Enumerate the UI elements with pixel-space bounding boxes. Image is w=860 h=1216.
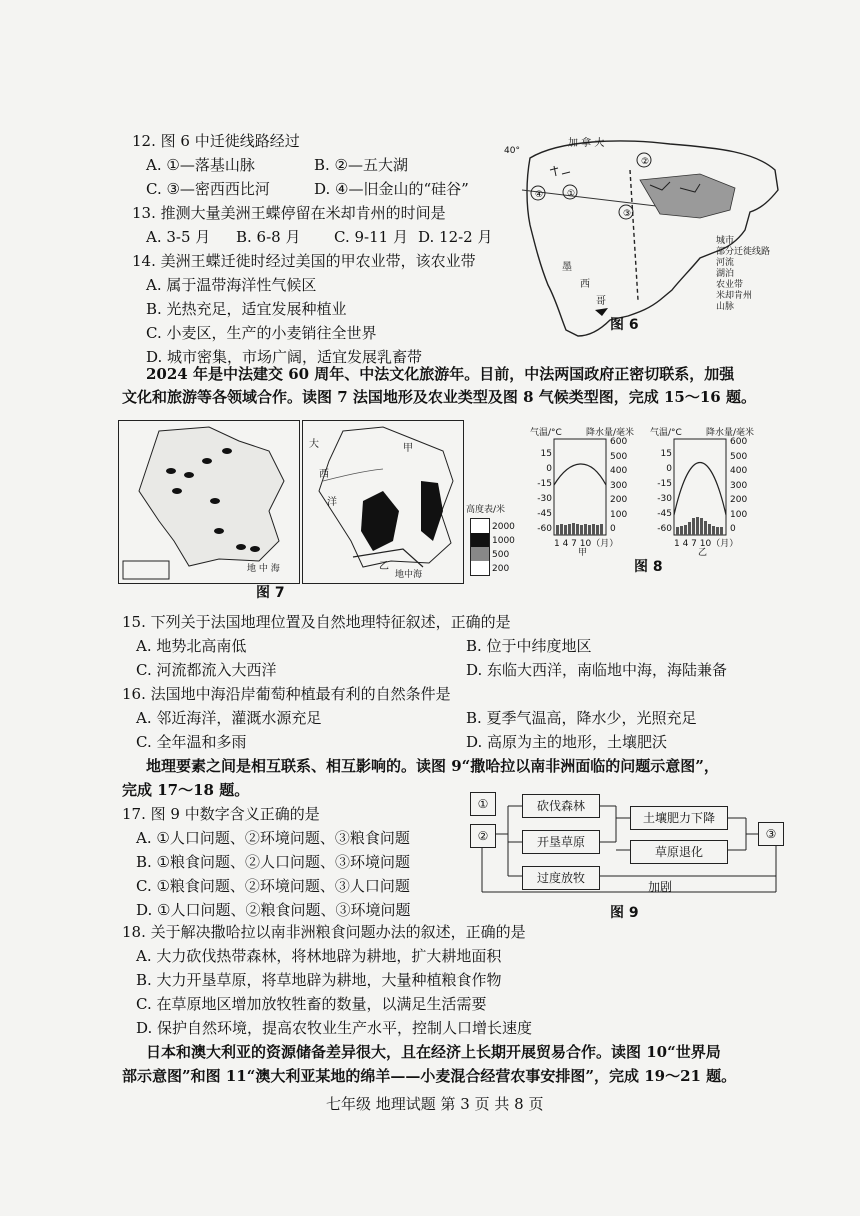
legend-lake: 湖泊	[716, 269, 735, 279]
figure-7-agri-map	[118, 420, 300, 584]
legend-migration-route: 部分迁徙线路	[716, 247, 771, 257]
intro-africa-line2: 完成 17～18 题。	[122, 781, 250, 799]
elev-2000: 2000	[492, 522, 515, 532]
fig8b-ptick-0: 0	[730, 524, 736, 534]
fig8b-ptick-600: 600	[730, 437, 748, 447]
legend-river: 河流	[716, 258, 735, 268]
intro-france-line2: 文化和旅游等各领域合作。读图 7 法国地形及农业类型及图 8 气候类型图，完成 15～16 题。	[122, 388, 756, 406]
fig8a-label: 甲	[578, 548, 588, 558]
q15-option-b[interactable]: B. 位于中纬度地区	[466, 637, 592, 655]
fig8a-ptick-200: 200	[610, 495, 628, 505]
fig7-ocean-label-1: 大	[309, 439, 319, 450]
fig9-overgraze: 过度放牧	[522, 866, 600, 890]
q16-option-b[interactable]: B. 夏季气温高，降水少，光照充足	[466, 709, 697, 727]
fig8a-tick-m45: -45	[537, 509, 552, 519]
fig8a-tick-m30: -30	[537, 494, 552, 504]
q15-option-d[interactable]: D. 东临大西洋，南临地中海，海陆兼备	[466, 661, 728, 679]
q14-option-b[interactable]: B. 光热充足，适宜发展种植业	[146, 300, 347, 318]
fig8b-tick-m15: -15	[657, 479, 672, 489]
q17-option-c[interactable]: C. ①粮食问题、②环境问题、③人口问题	[136, 877, 410, 895]
q16-option-d[interactable]: D. 高原为主的地形，土壤肥沃	[466, 733, 668, 751]
fig9-box-1: ①	[470, 792, 496, 816]
q13-option-a[interactable]: A. 3-5 月	[146, 228, 211, 246]
fig6-legend	[696, 236, 786, 313]
fig6-mexico-label-2: 西	[580, 279, 590, 290]
q17-option-d[interactable]: D. ①人口问题、②粮食问题、③环境问题	[136, 901, 411, 919]
q12-option-c[interactable]: C. ③—密西西比河	[146, 180, 270, 198]
legend-mountain: 山脉	[716, 302, 735, 312]
fig8a-ptick-300: 300	[610, 480, 628, 491]
legend-agri-belt: 农业带	[716, 280, 744, 290]
q14-stem: 14. 美洲王蝶迁徙时经过美国的甲农业带，该农业带	[132, 252, 476, 270]
fig7-jia-label: 甲	[403, 443, 413, 454]
fig6-mexico-label-1: 墨	[562, 262, 572, 273]
q16-option-a[interactable]: A. 邻近海洋，灌溉水源充足	[136, 709, 322, 727]
fig9-aggravate-label: 加剧	[648, 880, 673, 894]
q13-stem: 13. 推测大量美洲王蝶停留在米却肯州的时间是	[132, 204, 446, 222]
fig7-sea-label-small: 地 中 海	[247, 564, 280, 574]
svg-text:④: ④	[535, 190, 544, 200]
q18-option-a[interactable]: A. 大力砍伐热带森林，将林地辟为耕地，扩大耕地面积	[136, 947, 502, 965]
q12-option-d[interactable]: D. ④—旧金山的“硅谷”	[314, 180, 469, 198]
fig8a-tick-15: 15	[540, 449, 552, 459]
figure-7-terrain-map	[302, 420, 464, 584]
svg-text:③: ③	[623, 209, 632, 219]
fig6-latitude-label: 40°	[504, 146, 520, 156]
fig8a-tick-m60: -60	[537, 524, 552, 534]
fig9-soil-decline: 土壤肥力下降	[630, 806, 728, 830]
q18-option-d[interactable]: D. 保护自然环境，提高农牧业生产水平，控制人口增长速度	[136, 1019, 533, 1037]
fig6-caption: 图 6	[610, 317, 639, 333]
fig8a-ptick-400: 400	[610, 466, 628, 476]
fig8b-tick-m60: -60	[657, 524, 672, 534]
q14-option-d[interactable]: D. 城市密集，市场广阔，适宜发展乳畜带	[146, 348, 423, 366]
fig8a-temp-label: 气温/°C	[530, 428, 562, 438]
figure-7-elevation-legend	[466, 500, 526, 580]
page-footer: 七年级 地理试题 第 3 页 共 8 页	[326, 1095, 544, 1113]
fig7-sea-label: 地中海	[395, 570, 423, 580]
fig8b-ptick-200: 200	[730, 495, 748, 505]
fig8b-label: 乙	[698, 548, 708, 558]
q18-stem: 18. 关于解决撒哈拉以南非洲粮食问题办法的叙述，正确的是	[122, 923, 526, 941]
fig7-caption: 图 7	[256, 585, 285, 601]
fig8a-tick-0: 0	[546, 464, 552, 474]
fig8a-tick-m15: -15	[537, 479, 552, 489]
figure-6-map	[500, 130, 790, 345]
fig9-reclaim: 开垦草原	[522, 830, 600, 854]
q13-option-d[interactable]: D. 12-2 月	[418, 228, 493, 246]
q18-option-b[interactable]: B. 大力开垦草原，将草地辟为耕地，大量种植粮食作物	[136, 971, 502, 989]
fig9-grassland-degradation: 草原退化	[630, 840, 728, 864]
q12-option-a[interactable]: A. ①—落基山脉	[146, 156, 255, 174]
fig9-caption: 图 9	[610, 905, 639, 921]
q12-stem: 12. 图 6 中迁徙线路经过	[132, 132, 300, 150]
q15-stem: 15. 下列关于法国地理位置及自然地理特征叙述，正确的是	[122, 613, 511, 631]
q14-option-a[interactable]: A. 属于温带海洋性气候区	[146, 276, 317, 294]
elev-500: 500	[492, 550, 510, 560]
fig8a-ptick-500: 500	[610, 451, 628, 462]
figure-8-chart-b	[650, 425, 760, 558]
q18-option-c[interactable]: C. 在草原地区增加放牧牲畜的数量，以满足生活需要	[136, 995, 487, 1013]
q12-option-b[interactable]: B. ②—五大湖	[314, 156, 409, 174]
q16-stem: 16. 法国地中海沿岸葡萄种植最有利的自然条件是	[122, 685, 451, 703]
fig8a-months: 1 4 7 10（月）	[554, 539, 619, 549]
elev-1000: 1000	[492, 536, 515, 546]
q13-option-c[interactable]: C. 9-11 月	[334, 228, 408, 246]
q15-option-c[interactable]: C. 河流都流入大西洋	[136, 661, 277, 679]
svg-text:②: ②	[641, 157, 650, 167]
q17-option-a[interactable]: A. ①人口问题、②环境问题、③粮食问题	[136, 829, 410, 847]
fig9-box-2: ②	[470, 824, 496, 848]
svg-text:①: ①	[567, 189, 576, 199]
fig6-mexico-label-3: 哥	[596, 296, 606, 307]
fig8b-tick-0: 0	[666, 464, 672, 474]
fig8b-tick-m45: -45	[657, 509, 672, 519]
fig8b-ptick-500: 500	[730, 451, 748, 462]
q15-option-a[interactable]: A. 地势北高南低	[136, 637, 247, 655]
intro-japan-line1: 日本和澳大利亚的资源储备差异很大，且在经济上长期开展贸易合作。读图 10“世界局	[146, 1043, 721, 1061]
fig7-ocean-label-2: 西	[319, 469, 329, 480]
fig8b-ptick-400: 400	[730, 466, 748, 476]
fig8b-tick-m30: -30	[657, 494, 672, 504]
legend-city: 城市	[716, 236, 735, 246]
fig8b-months: 1 4 7 10（月）	[674, 539, 739, 549]
fig9-deforest: 砍伐森林	[522, 794, 600, 818]
fig9-box-3: ③	[758, 822, 784, 846]
elev-200: 200	[492, 564, 510, 574]
q16-option-c[interactable]: C. 全年温和多雨	[136, 733, 247, 751]
q17-option-b[interactable]: B. ①粮食问题、②人口问题、③环境问题	[136, 853, 411, 871]
fig8b-ptick-300: 300	[730, 480, 748, 491]
fig6-canada-label: 加 拿 大	[568, 138, 605, 149]
q17-stem: 17. 图 9 中数字含义正确的是	[122, 805, 320, 823]
q14-option-c[interactable]: C. 小麦区，生产的小麦销往全世界	[146, 324, 377, 342]
q13-option-b[interactable]: B. 6-8 月	[236, 228, 301, 246]
intro-africa-line1: 地理要素之间是相互联系、相互影响的。读图 9“撒哈拉以南非洲面临的问题示意图”，	[146, 757, 719, 775]
intro-japan-line2: 部示意图”和图 11“澳大利亚某地的绵羊——小麦混合经营农事安排图”，完成 19～21 题。	[122, 1067, 737, 1085]
fig8a-ptick-0: 0	[610, 524, 616, 534]
fig8a-precip-label: 降水量/毫米	[586, 428, 635, 438]
intro-france-line1: 2024 年是中法建交 60 周年、中法文化旅游年。目前，中法两国政府正密切联系，加强	[146, 365, 735, 383]
fig8a-ptick-100: 100	[610, 509, 628, 520]
fig8b-tick-15: 15	[660, 449, 672, 459]
figure-8-chart-a	[530, 425, 640, 558]
fig7-ocean-label-3: 洋	[327, 497, 337, 508]
fig8b-temp-label: 气温/°C	[650, 428, 682, 438]
fig8b-ptick-100: 100	[730, 509, 748, 520]
fig7-yi-label: 乙	[379, 561, 389, 572]
fig8a-ptick-600: 600	[610, 437, 628, 447]
fig8b-precip-label: 降水量/毫米	[706, 428, 755, 438]
fig7-legend-title: 高度表/米	[466, 505, 506, 515]
figure-9-diagram	[466, 792, 790, 896]
fig8-caption: 图 8	[634, 559, 663, 575]
legend-michoacan: 米却肯州	[716, 291, 753, 301]
